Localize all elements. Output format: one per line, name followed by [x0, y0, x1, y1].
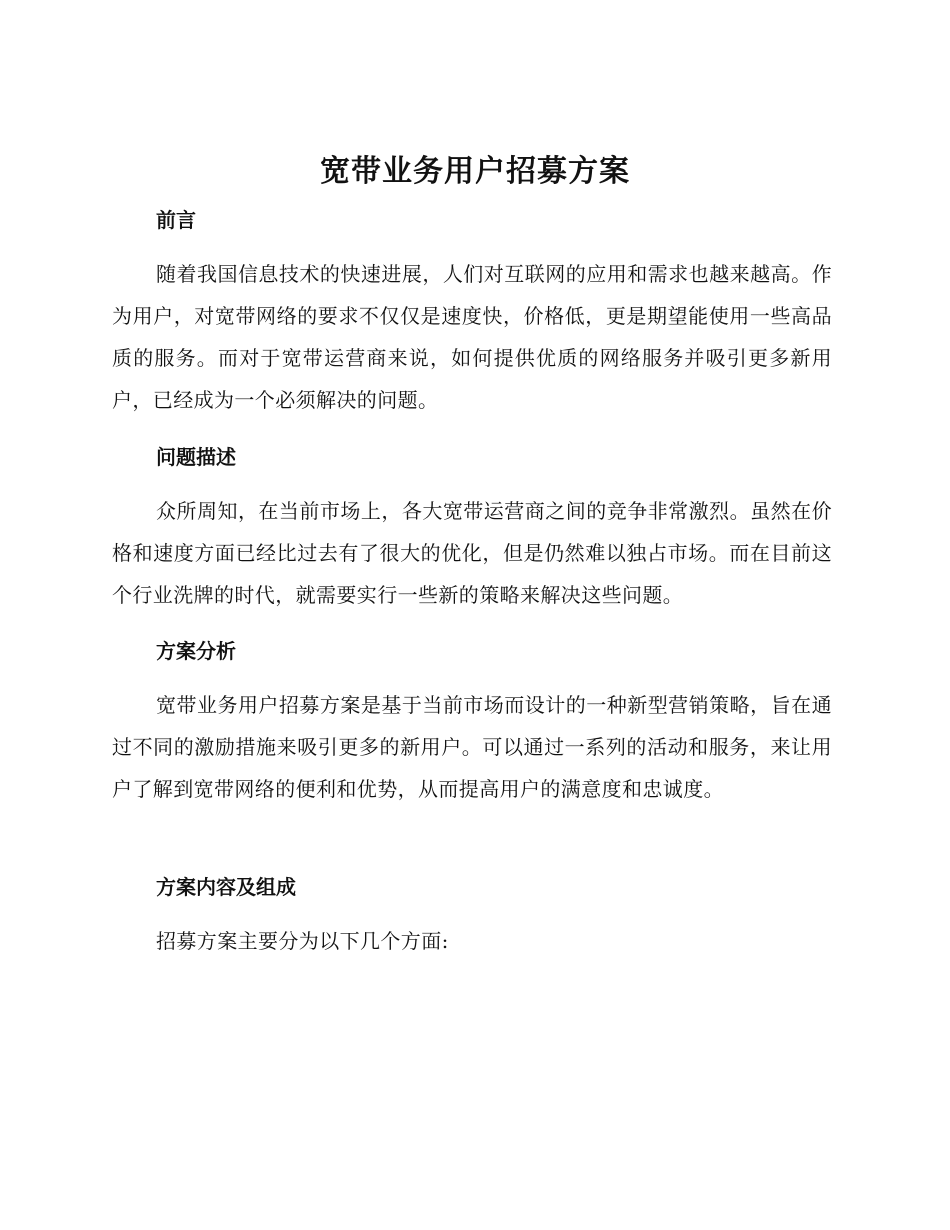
section-paragraph-analysis: 宽带业务用户招募方案是基于当前市场而设计的一种新型营销策略，旨在通过不同的激励措施来吸引更多的新用户。可以通过一系列的活动和服务，来让用户了解到宽带网络的便利和优势，从而提高用户的满意度和忠诚度。	[112, 693, 832, 801]
section-heading-analysis: 方案分析	[156, 639, 236, 663]
section-heading-preface: 前言	[156, 208, 196, 232]
section-paragraph-problem: 众所周知，在当前市场上，各大宽带运营商之间的竞争非常激烈。虽然在价格和速度方面已经比过去有了很大的优化，但是仍然难以独占市场。而在目前这个行业洗牌的时代，就需要实行一些新的策略来解决这些问题。	[112, 499, 832, 607]
document-title: 宽带业务用户招募方案	[320, 154, 630, 189]
section-paragraph-content: 招募方案主要分为以下几个方面:	[156, 929, 449, 953]
section-paragraph-preface: 随着我国信息技术的快速进展，人们对互联网的应用和需求也越来越高。作为用户，对宽带网络的要求不仅仅是速度快，价格低，更是期望能使用一些高品质的服务。而对于宽带运营商来说，如何提供优质的网络服务并吸引更多新用户，已经成为一个必须解决的问题。	[112, 262, 832, 412]
section-heading-problem: 问题描述	[156, 445, 236, 469]
section-heading-content: 方案内容及组成	[156, 875, 296, 899]
